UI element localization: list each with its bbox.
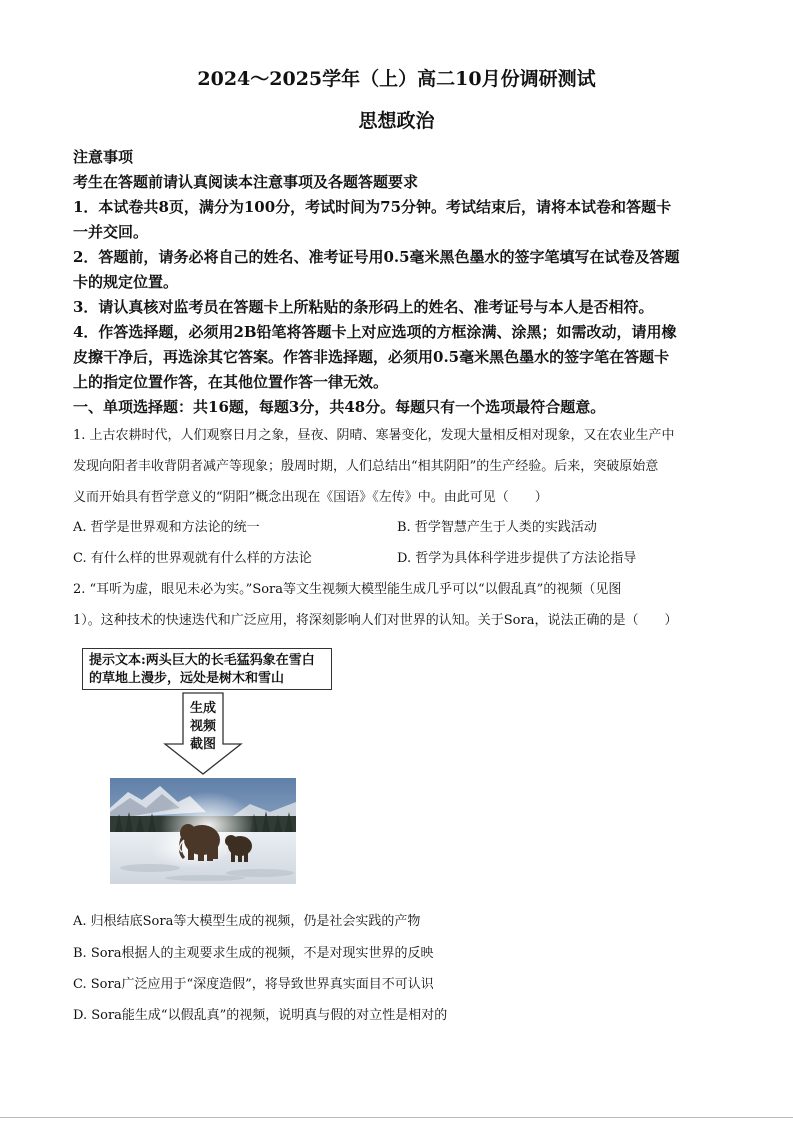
notice-line: 卡的规定位置。 — [73, 273, 179, 291]
question-2-option-a: A. 归根结底Sora等大模型生成的视频，仍是社会实践的产物 — [73, 914, 421, 929]
notice-line: 一并交回。 — [73, 223, 149, 241]
exam-title: 2024～2025学年（上）高二10月份调研测试 — [197, 68, 596, 90]
figure-arrow — [163, 692, 243, 776]
question-2-option-d: D. Sora能生成“以假乱真”的视频，说明真与假的对立性是相对的 — [73, 1008, 448, 1023]
figure-prompt-box — [82, 648, 332, 690]
question-1-text: 发现向阳者丰收背阴者减产等现象；殷周时期，人们总结出“相其阴阳”的生产经验。后来，突破原始意 — [73, 459, 659, 474]
mammoth-video-screenshot — [110, 778, 296, 884]
question-2-option-c: C. Sora广泛应用于“深度造假”，将导致世界真实面目不可认识 — [73, 977, 434, 992]
notice-intro: 考生在答题前请认真阅读本注意事项及各题答题要求 — [73, 173, 419, 191]
question-2-text: 2. “耳听为虚，眼见未必为实。”Sora等文生视频大模型能生成几乎可以“以假乱真”的视频（见图 — [73, 582, 622, 597]
arrow-label-line: 生成 — [189, 701, 216, 716]
arrow-label-line: 视频 — [189, 719, 216, 734]
notice-line: 3．请认真核对监考员在答题卡上所粘贴的条形码上的姓名、准考证号与本人是否相符。 — [73, 298, 654, 316]
notice-line: 4．作答选择题，必须用2B铅笔将答题卡上对应选项的方框涂满、涂黑；如需改动，请用橡 — [73, 323, 677, 341]
question-1-text: 义而开始具有哲学意义的“阴阳”概念出现在《国语》《左传》中。由此可见（ ） — [73, 490, 548, 505]
section-heading: 一、单项选择题：共16题，每题3分，共48分。每题只有一个选项最符合题意。 — [73, 398, 606, 416]
question-2-text: 1）。这种技术的快速迭代和广泛应用，将深刻影响人们对世界的认知。关于Sora，说法正确的是（ ） — [73, 613, 678, 628]
question-1-option-c: C. 有什么样的世界观就有什么样的方法论 — [73, 551, 312, 566]
question-1-option-d: D. 哲学为具体科学进步提供了方法论指导 — [397, 551, 637, 566]
question-1-option-b: B. 哲学智慧产生于人类的实践活动 — [397, 520, 597, 535]
figure-prompt-text: 提示文本:两头巨大的长毛猛犸象在雪白的草地上漫步，远处是树木和雪山 — [89, 653, 315, 686]
page-bottom-divider — [0, 1117, 793, 1118]
question-1-text: 1. 上古农耕时代，人们观察日月之象，昼夜、阴晴、寒暑变化，发现大量相反相对现象，又在农业生产中 — [73, 428, 675, 443]
question-1-option-a: A. 哲学是世界观和方法论的统一 — [73, 520, 260, 535]
arrow-label-line: 截图 — [189, 737, 216, 752]
question-2-option-b: B. Sora根据人的主观要求生成的视频，不是对现实世界的反映 — [73, 946, 434, 961]
notice-heading: 注意事项 — [73, 148, 134, 166]
mammoth-image — [110, 778, 296, 884]
figure-arrow-label — [163, 700, 243, 754]
exam-subject: 思想政治 — [358, 110, 435, 132]
notice-line: 1．本试卷共8页，满分为100分，考试时间为75分钟。考试结束后，请将本试卷和答题卡 — [73, 198, 672, 216]
notice-line: 上的指定位置作答，在其他位置作答一律无效。 — [73, 373, 389, 391]
notice-line: 2．答题前，请务必将自己的姓名、准考证号用0.5毫米黑色墨水的签字笔填写在试卷及答题 — [73, 248, 680, 266]
notice-line: 皮擦干净后，再选涂其它答案。作答非选择题，必须用0.5毫米黑色墨水的签字笔在答题卡 — [73, 348, 670, 366]
